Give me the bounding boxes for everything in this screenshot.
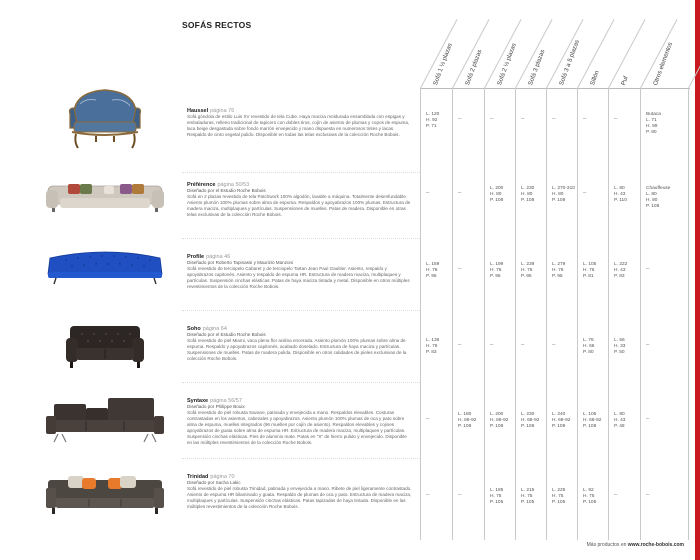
dimension-cell [490, 412, 508, 430]
dimension-value: L. 136 [426, 338, 440, 343]
dimension-cell [426, 190, 429, 196]
dimension-value: L. 120 [426, 112, 440, 117]
dimension-cell [552, 116, 555, 122]
dimension-value: H. 92 [426, 118, 438, 123]
column-header: Sofá 3 a 5 plazas [558, 39, 581, 87]
dimension-cell [583, 412, 601, 430]
accent-bar [695, 0, 700, 560]
dimension-value: – [458, 116, 462, 122]
dimension-cell [552, 488, 565, 506]
page-reference: página 76 [210, 108, 235, 114]
dimension-value: – [490, 116, 494, 122]
dimension-value: P. 108 [458, 424, 472, 429]
column-separator [484, 88, 485, 540]
dimension-value: – [646, 492, 650, 498]
dimension-cell [490, 488, 503, 506]
dimension-cell [426, 416, 429, 422]
dimension-value: H. 66 [583, 344, 595, 349]
dimension-value: P. 108 [646, 204, 660, 209]
patchwork-sofa-icon [46, 178, 164, 214]
dimension-cell [646, 112, 661, 136]
dimension-cell [521, 262, 534, 280]
dimension-value: P. 105 [552, 500, 566, 505]
dimension-value: P. 105 [490, 500, 504, 505]
dimension-cell [490, 262, 503, 280]
page-title: SOFÁS RECTOS [182, 20, 252, 30]
dimension-value: H. 76 [521, 268, 533, 273]
dimension-value: P. 80 [646, 130, 657, 135]
product-description: Sofá revestido de terciopelo Cabaret y de terciopelo Tartan Jean Paul Gaultier. Asiento, respaldo y apoyabrazos capitonés. Asiento y respaldo de espuma HR. Estructura de madera maciza, multiplaques y partículas. Suspensión cinchas elásticas. Patas de haya maciza tintada y metal. Disponible en otros múltiples revestimientos de la colección Roche Bobois. [187, 266, 410, 290]
column-header: Otros elementos [652, 41, 675, 87]
dimension-value: L. 180 [458, 412, 472, 417]
dimension-cell [646, 342, 649, 348]
dimension-value: – [552, 342, 556, 348]
dimension-value: H. 43 [614, 418, 626, 423]
row-divider [182, 172, 420, 173]
dimension-value: P. 110 [614, 198, 627, 203]
dimension-value: – [458, 492, 462, 498]
product-designer: Diseñado por Roberto Tapinassi y Maurizio Manzoni [187, 260, 294, 265]
dimension-cell [458, 492, 461, 498]
dimension-value: P. 80 [583, 350, 594, 355]
column-header: Sofá 1 ½ plazas [432, 42, 454, 87]
product-title: Profile [187, 254, 205, 260]
dimension-value: H. 76 [426, 268, 438, 273]
dimension-value: – [552, 116, 556, 122]
page-reference: página 56/57 [210, 398, 242, 404]
dimension-value: – [583, 116, 587, 122]
page-reference: página 70 [210, 474, 235, 480]
dimension-value: H. 75 [521, 494, 533, 499]
tufted-blue-sofa-icon [46, 246, 164, 286]
dimension-value: P. 83 [614, 274, 625, 279]
column-separator [515, 88, 516, 540]
dimension-value: H. 75 [583, 494, 595, 499]
row-divider [182, 238, 420, 239]
dimension-value: L. 240 [552, 412, 566, 417]
product-description: Sofá revestido de piel robusta Savane, patinada y envejecida a mano. Respaldos elevables. Costuras contrastadas en los asientos, cabezales y apoyabrazos. Asiento plumón 100% plumas de oca y pato sobre alma de espuma, muelles integrados (96 muelles por cojín de asiento). Respaldos elevables y cojines apoyabrazos de guata sobre alma de espuma HR. Estructura de madera maciza, multiplaques y partículas. Suspensión cinchas elásticas. Pies de aluminio mate. Patas en "X" de hierro pulido y envejecido. Disponible en las múltiples revestimientos de la colección Roche Bobois. [187, 410, 407, 446]
dimension-cell [521, 186, 534, 204]
dimension-value: H. 76 [583, 268, 595, 273]
dimension-cell [614, 186, 627, 204]
dimension-cell [646, 266, 649, 272]
dimension-cell [458, 116, 461, 122]
dimension-value: – [614, 492, 618, 498]
dimension-value: L. 200 [490, 412, 504, 417]
dimension-value: Butaca [646, 112, 661, 117]
dimension-value: H. 33 [614, 344, 626, 349]
website-link[interactable]: www.roche-bobois.com [627, 542, 684, 548]
dimension-value: P. 108 [521, 198, 535, 203]
dimension-value: P. 71 [426, 124, 437, 129]
product-description: Sofá revestido de piel Miami, vaca plena flor anilina encerada. Asiento plumón 100% plumas sobre alma de espuma. Respaldo y apoyabrazos capitonés, acabado doselado. Estructura de haya maciza y partículas. Suspensiones de muelles. Patas de madera pulida. Disponible en otros calidades de pieles exclusivas de la colección Roche Bobois. [187, 338, 407, 362]
dimension-value: P. 81 [583, 274, 594, 279]
dimension-value: P. 108 [521, 424, 535, 429]
dimension-value: L. 239 [521, 262, 535, 267]
dimension-value: P. 105 [583, 500, 597, 505]
dimension-value: H. 99 [646, 124, 658, 129]
dimension-value: – [521, 342, 525, 348]
dimension-value: – [426, 492, 430, 498]
product-description: Sofá góndola de estilo Luis XV revestido de tela Cube. Haya maciza moldurada ensamblada con espigas y embaladuras, relleno tradicional de tapicero con dobles tiros, cojín de asiento de plumas y copos de espuma, laca beige desgastada sobre fondo marrón envejecido y mano dispuesta en numerosos tintes y lacas. Respaldo de cinto vegetal pulido. Disponible en todas las telas exclusivas de la colección Roche Bobois. [187, 114, 410, 138]
dimension-value: P. 95 [426, 274, 437, 279]
dimension-value: Chauffeuse [646, 186, 671, 191]
product-title: Préférence [187, 182, 216, 188]
dimension-cell [552, 186, 575, 204]
dimension-value: L. 80 [646, 192, 657, 197]
dimension-cell [426, 492, 429, 498]
dimension-value: P. 108 [490, 198, 504, 203]
product-designer: Diseñado por el Estudio Roche Bobois [187, 332, 266, 337]
dimension-cell [490, 116, 493, 122]
dimension-value: H. 80 [521, 192, 533, 197]
page-reference: página 50/53 [217, 182, 250, 188]
dimension-value: P. 108 [583, 424, 597, 429]
dimension-value: L. 159 [426, 262, 440, 267]
dimension-value: P. 95 [552, 274, 563, 279]
column-header: Sofá 3 plazas [527, 48, 547, 87]
dimension-cell [583, 488, 596, 506]
dimension-value: H. 68-92 [552, 418, 571, 423]
dimension-cell [426, 338, 439, 356]
dimension-value: H. 68-92 [583, 418, 602, 423]
column-separator [546, 88, 547, 540]
dimension-value: P. 48 [614, 424, 625, 429]
dimension-value: L. 270-310 [552, 186, 575, 191]
column-header: Sofá 2 ½ plazas [496, 42, 518, 87]
product-description: Sofá revestido de piel robusta Trinidad, patinada y envejecida a mano. Ribete de piel ligeramente contrastado. Asiento de espuma HR bilaminado y guata. Respaldo de plumas de oca y pato. Estructura de madera maciza, multiplaques y partículas. Suspensión cinchas elásticas. Patas tapizadas de haya tintada. Disponible en las múltiples revestimientos de la colección Roche Bobois. [187, 486, 412, 510]
dimension-value: H. 80 [646, 198, 658, 203]
dimension-value: – [426, 190, 430, 196]
dimension-value: L. 76 [583, 338, 594, 343]
dimension-value: P. 108 [552, 198, 566, 203]
dimension-cell [646, 492, 649, 498]
dimension-cell [583, 262, 596, 280]
dimension-value: L. 279 [552, 262, 566, 267]
dimension-cell [490, 186, 503, 204]
row-divider [182, 458, 420, 459]
product-designer: Diseñado por Sacha Lakic [187, 480, 241, 485]
dimension-cell [646, 416, 649, 422]
dimension-value: H. 80 [552, 192, 564, 197]
dimension-value: – [521, 116, 525, 122]
dimension-value: – [490, 342, 494, 348]
dimension-cell [552, 412, 570, 430]
dimension-value: – [426, 416, 430, 422]
dimension-cell [614, 338, 625, 356]
dimension-cell [552, 262, 565, 280]
dimension-value: L. 92 [583, 488, 594, 493]
page-reference: página 64 [202, 326, 227, 332]
column-separator [688, 88, 689, 540]
dimension-value: L. 230 [521, 186, 535, 191]
dimension-cell [521, 342, 524, 348]
dimension-cell [490, 342, 493, 348]
baroque-sofa-icon [66, 84, 144, 150]
dimension-value: P. 108 [490, 424, 504, 429]
column-header: Sofá 2 plazas [464, 48, 484, 87]
dimension-cell [426, 262, 439, 280]
column-separator [640, 88, 641, 540]
dimension-cell [614, 492, 617, 498]
dimension-cell [583, 338, 594, 356]
dimension-value: L. 80 [614, 412, 625, 417]
dimension-value: L. 200 [490, 186, 504, 191]
column-header: Sillón [589, 69, 601, 87]
footer-prefix: Más productos en [586, 542, 627, 548]
dimension-value: L. 222 [614, 262, 628, 267]
dimension-value: P. 83 [426, 350, 437, 355]
column-separator [420, 88, 421, 540]
dimension-value: – [646, 266, 650, 272]
dimension-value: H. 76 [552, 268, 564, 273]
leather-sofa-icon [66, 322, 144, 370]
dimension-value: H. 68-92 [490, 418, 509, 423]
dimension-value: H. 68-92 [458, 418, 477, 423]
dimension-cell [614, 116, 617, 122]
dimension-value: – [458, 342, 462, 348]
dimension-value: H. 80 [490, 192, 502, 197]
dimension-cell [458, 412, 476, 430]
dimension-value: L. 105 [583, 412, 597, 417]
dimension-value: L. 215 [521, 488, 535, 493]
dimension-cell [614, 412, 625, 430]
column-separator [452, 88, 453, 540]
dimension-value: L. 185 [490, 488, 504, 493]
footer [587, 542, 684, 548]
dimension-value: L. 199 [490, 262, 504, 267]
product-title: Haussel [187, 108, 209, 114]
dimension-value: – [646, 342, 650, 348]
product-title: Syntaxe [187, 398, 209, 404]
dimension-value: L. 225 [552, 488, 566, 493]
cushion-sofa-icon [46, 470, 164, 518]
product-title: Trinidad [187, 474, 209, 480]
dimension-value: H. 75 [490, 494, 502, 499]
modern-leather-sofa-icon [46, 396, 164, 444]
dimension-value: H. 76 [426, 344, 438, 349]
dimension-value: – [614, 116, 618, 122]
header-rule [420, 88, 690, 89]
dimension-value: – [458, 266, 462, 272]
page-reference: página 46 [206, 254, 231, 260]
dimension-cell [521, 488, 534, 506]
dimension-cell [583, 116, 586, 122]
dimension-value: H. 43 [614, 192, 626, 197]
dimension-cell [646, 186, 670, 210]
dimension-value: – [646, 416, 650, 422]
column-separator [608, 88, 609, 540]
dimension-value: L. 56 [614, 338, 625, 343]
dimension-cell [552, 342, 555, 348]
dimension-cell [426, 112, 439, 130]
dimension-cell [521, 412, 539, 430]
column-separator [577, 88, 578, 540]
dimension-value: P. 50 [614, 350, 625, 355]
dimension-value: H. 75 [552, 494, 564, 499]
column-header: Puf [620, 75, 630, 87]
product-description: Sofá en 2 plazas revestido de tela Patchwork 100% algodón, lavable a máquina. Totalmente desenfundable. Asiento plumón 100% plumas sobre alma de espuma. Respaldos y apoyabrazos 100% plumas. Estructura de madera maciza, multiplaques y partículas. Suspensiones de muelles. Patas de madera. Disponible en otras telas exclusivas de la colección Roche Bobois. [187, 194, 411, 218]
dimension-value: P. 105 [521, 500, 535, 505]
dimension-value: P. 108 [552, 424, 566, 429]
dimension-cell [583, 190, 586, 196]
dimension-value: L. 80 [614, 186, 625, 191]
dimension-value: H. 43 [614, 268, 626, 273]
dimension-value: P. 95 [490, 274, 501, 279]
dimension-value: L. 230 [521, 412, 535, 417]
dimension-value: – [583, 190, 587, 196]
dimension-value: H. 76 [490, 268, 502, 273]
dimension-value: – [458, 190, 462, 196]
dimension-value: L. 71 [646, 118, 657, 123]
product-title: Soho [187, 326, 201, 332]
row-divider [182, 310, 420, 311]
product-designer: Diseñado por Philippe Bouix [187, 404, 245, 409]
dimension-value: H. 68-92 [521, 418, 540, 423]
dimension-cell [614, 262, 627, 280]
dimension-cell [521, 116, 524, 122]
product-designer: Diseñado por el Estudio Roche Bobois [187, 188, 266, 193]
row-divider [182, 382, 420, 383]
dimension-value: L. 105 [583, 262, 597, 267]
dimension-cell [458, 266, 461, 272]
dimension-cell [458, 190, 461, 196]
dimension-cell [458, 342, 461, 348]
dimension-value: P. 95 [521, 274, 532, 279]
